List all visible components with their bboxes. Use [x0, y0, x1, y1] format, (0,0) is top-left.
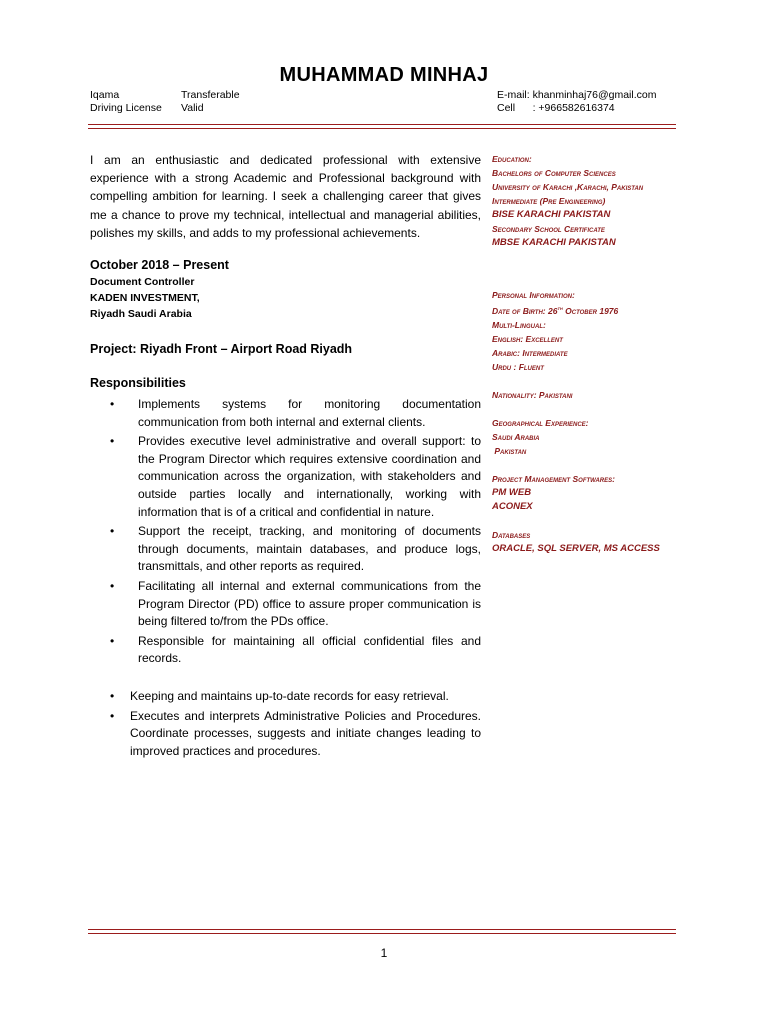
education-item: MBSE KARACHI PAKISTAN — [492, 237, 616, 248]
bullet-icon: • — [110, 689, 115, 703]
list-item: • Provides executive level administrative and overall support: to the Program Director which requires extensive coordination and communication across the organization, with stakeholders and outside parties locally and internationally, working with information that is of a critical and confidential in nature. — [110, 434, 481, 519]
career-summary: I am an enthusiastic and dedicated professional with extensive experience with a strong Academic and Professional background with compelling ambition for learning. I seek a challenging career that gives me a chance to prove my technical, intellectual and managerial abilities, polishes my skills, and adds to my professional achievements. — [90, 153, 481, 240]
bullet-icon: • — [110, 524, 115, 539]
responsibilities-list-2 — [110, 688, 481, 762]
responsibilities-heading: Responsibilities — [90, 376, 186, 390]
education-item: BISE KARACHI PAKISTAN — [492, 209, 611, 220]
job-company: KADEN INVESTMENT, — [90, 292, 200, 304]
bullet-icon: • — [110, 633, 115, 648]
geo-item: Saudi Arabia — [492, 431, 540, 442]
responsibilities-list — [110, 396, 481, 670]
license-value: Valid — [181, 102, 204, 114]
candidate-name: MUHAMMAD MINHAJ — [279, 64, 489, 86]
multilingual-label: Multi-Lingual: — [492, 319, 546, 330]
personal-heading: Personal Information: — [492, 290, 575, 300]
language-english: English: Excellent — [492, 333, 563, 344]
email-line: E-mail: khanminhaj76@gmail.com — [497, 89, 657, 101]
job-title: Document Controller — [90, 276, 195, 288]
nationality: Nationality: Pakistani — [492, 389, 573, 400]
pm-heading: Project Management Softwares: — [492, 473, 615, 484]
list-item: • Facilitating all internal and external communications from the Program Director (PD) office to assure proper communication is being filtered to/from the PDs office. — [110, 578, 481, 629]
pm-item: PM WEB — [492, 486, 532, 498]
databases-list: ORACLE, SQL SERVER, MS ACCESS — [492, 542, 660, 554]
pm-item: ACONEX — [492, 500, 533, 512]
bullet-icon: • — [110, 434, 115, 449]
sidebar — [492, 152, 692, 556]
footer-rule-top — [88, 929, 676, 930]
header-rule-top — [88, 124, 676, 125]
date-of-birth: Date of Birth: 26th October 1976 — [492, 305, 619, 316]
list-item: • Keeping and maintains up-to-date records for easy retrieval. — [110, 688, 481, 706]
education-item: University of Karachi ,Karachi, Pakistan — [492, 182, 644, 192]
header-rule-bottom — [88, 128, 676, 129]
license-label: Driving License — [90, 102, 162, 114]
page-number: 1 — [380, 946, 388, 960]
databases-heading: Databases — [492, 529, 531, 540]
footer-rule-bottom — [88, 933, 676, 934]
bullet-icon: • — [110, 397, 115, 411]
education-heading: Education: — [492, 154, 532, 164]
language-arabic: Arabic: Intermediate — [492, 347, 568, 358]
bullet-icon: • — [110, 708, 115, 723]
job-period: October 2018 – Present — [90, 258, 229, 272]
education-item: Bachelors of Computer Sciences — [492, 168, 616, 178]
cell-line: Cell : +966582616374 — [497, 102, 615, 114]
geo-heading: Geographical Experience: — [492, 417, 589, 428]
iqama-value: Transferable — [181, 89, 240, 101]
language-urdu: Urdu : Fluent — [492, 361, 544, 372]
job-location: Riyadh Saudi Arabia — [90, 308, 192, 320]
education-item: Intermediate (Pre Engineering) — [492, 196, 606, 206]
education-item: Secondary School Certificate — [492, 224, 605, 234]
list-item: • Implements systems for monitoring documentation communication from both internal and external clients. — [110, 397, 481, 429]
list-item: • Support the receipt, tracking, and monitoring of documents through documents, maintain databases, and produce logs, transmittals, and other reports as required. — [110, 524, 481, 574]
project-name: Project: Riyadh Front – Airport Road Riyadh — [90, 342, 353, 356]
list-item: • Executes and interprets Administrative Policies and Procedures. Coordinate processes, suggests and initiate changes leading to improved practices and procedures. — [110, 708, 481, 758]
bullet-icon: • — [110, 578, 115, 593]
list-item: • Responsible for maintaining all official confidential files and records. — [110, 633, 481, 666]
geo-item: Pakistan — [492, 445, 527, 456]
iqama-label: Iqama — [90, 89, 120, 101]
